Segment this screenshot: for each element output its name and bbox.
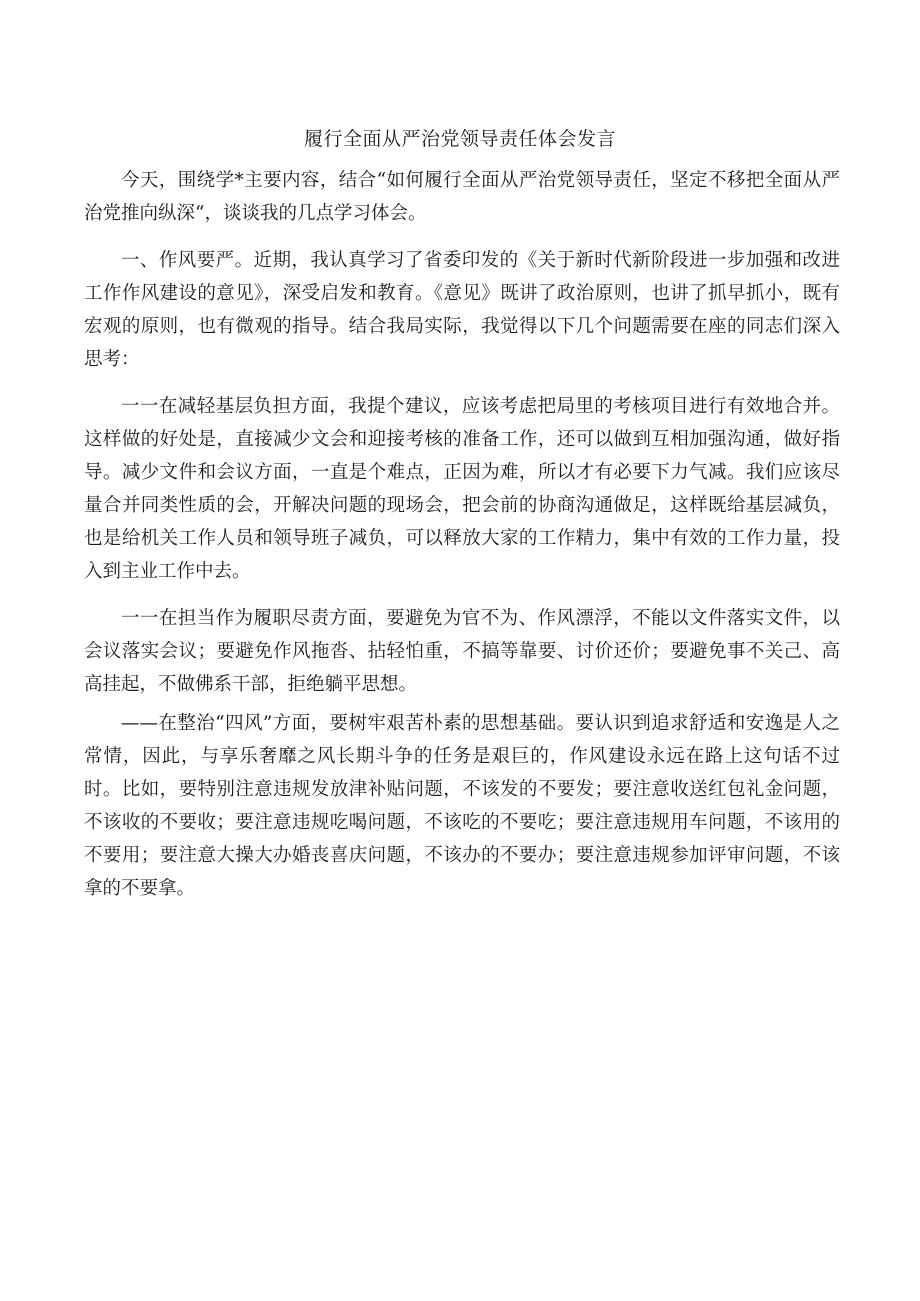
paragraph-intro: 今天，围绕学*主要内容，结合“如何履行全面从严治党领导责任，坚定不移把全面从严治党推向纵深“，谈谈我的几点学习体会。 [84, 170, 840, 224]
document-title: 履行全面从严治党领导责任体会发言 [303, 128, 616, 150]
paragraph-four-winds: ——在整治“四风”方面，要树牢艰苦朴素的思想基础。要认识到追求舒适和安逸是人之常情，因此，与享乐奢靡之风长期斗争的任务是艰巨的，作风建设永远在路上这句话不过时。比如，要特别注意违规发放津补贴问题，不该发的不要发；要注意收送红包礼金问题，不该收的不要收；要注意违规吃喝问题，不该吃的不要吃；要注意违规用车问题，不该用的不要用；要注意大操大办婚丧喜庆问题，不该办的不要办；要注意违规参加评审问题，不该拿的不要拿。 [84, 713, 840, 899]
document-body [84, 164, 840, 919]
paragraph-section-one: 一、作风要严。近期，我认真学习了省委印发的《关于新时代新阶段进一步加强和改进工作作风建设的意见》，深受启发和教育。《意见》既讲了政治原则，也讲了抓早抓小，既有宏观的原则，也有微观的指导。结合我局实际，我觉得以下几个问题需要在座的同志们深入思考： [84, 250, 840, 370]
paragraph-reduce-burden: 一一在减轻基层负担方面，我提个建议，应该考虑把局里的考核项目进行有效地合并。这样做的好处是，直接减少文会和迎接考核的准备工作，还可以做到互相加强沟通，做好指导。减少文件和会议方面，一直是个难点，正因为难，所以才有必要下力气减。我们应该尽量合并同类性质的会，开解决问题的现场会，把会前的协商沟通做足，这样既给基层减负，也是给机关工作人员和领导班子减负，可以释放大家的工作精力，集中有效的工作力量，投入到主业工作中去。 [84, 396, 840, 582]
paragraph-responsibility: 一一在担当作为履职尽责方面，要避免为官不为、作风漂浮，不能以文件落实文件，以会议落实会议；要避免作风拖沓、拈轻怕重，不搞等靠要、讨价还价；要避免事不关己、高高挂起，不做佛系干部，拒绝躺平思想。 [84, 608, 840, 695]
